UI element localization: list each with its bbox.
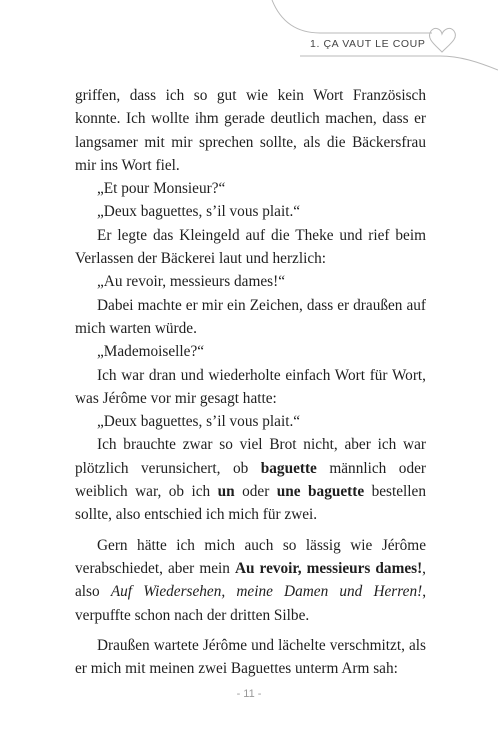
bold-term: Au revoir, messieurs dames! [234, 559, 423, 577]
body-text [75, 84, 426, 680]
bold-term: baguette [260, 459, 317, 477]
bold-term: un [217, 483, 235, 501]
page-number: - 11 - [236, 688, 262, 700]
dialogue-line: „Au revoir, messieurs dames!“ [97, 273, 285, 291]
italic-translation: Auf Wiedersehen, meine Damen und Herren! [110, 583, 423, 601]
text-run: Gern hätte ich mich auch so lässig wie Jérôme verabschiedet, aber mein [75, 536, 426, 577]
paragraph: Draußen wartete Jérôme und lächelte verschmitzt, als er mich mit meinen zwei Baguettes unterm Arm sah: [75, 636, 426, 678]
text-run: , verpuffte schon nach der dritten Silbe. [75, 583, 427, 624]
paragraph: griffen, dass ich so gut wie kein Wort Französisch konnte. Ich wollte ihm gerade deutlich machen, dass er langsamer mit mir sprechen sollte, als die Bäckersfrau mir ins Wort fiel. [75, 87, 426, 174]
text-run: Ich brauchte zwar so viel Brot nicht, aber ich war plötzlich verunsichert, ob [75, 436, 426, 477]
text-run: männlich oder weiblich war, ob ich [75, 459, 426, 501]
text-run: oder [234, 483, 277, 501]
dialogue-line: „Deux baguettes, s’il vous plait.“ [97, 413, 301, 431]
paragraph: Er legte das Kleingeld auf die Theke und rief beim Verlassen der Bäckerei laut und herzlich: [75, 226, 426, 268]
text-run: bestellen sollte, also entschied ich mich für zwei. [75, 483, 426, 524]
chapter-title: 1. ÇA VAUT LE COUP [310, 38, 426, 50]
paragraph: Dabei machte er mir ein Zeichen, dass er draußen auf mich warten würde. [75, 296, 426, 337]
paragraph: Ich war dran und wiederholte einfach Wort für Wort, was Jérôme vor mir gesagt hatte: [75, 366, 426, 407]
dialogue-line: „Mademoiselle?“ [97, 343, 205, 361]
dialogue-line: „Deux baguettes, s’il vous plait.“ [97, 203, 301, 221]
text-run: , also [75, 559, 426, 601]
bold-term: une baguette [276, 483, 365, 501]
paragraph [75, 433, 426, 526]
paragraph [75, 534, 426, 627]
dialogue-line: „Et pour Monsieur?“ [97, 180, 226, 198]
